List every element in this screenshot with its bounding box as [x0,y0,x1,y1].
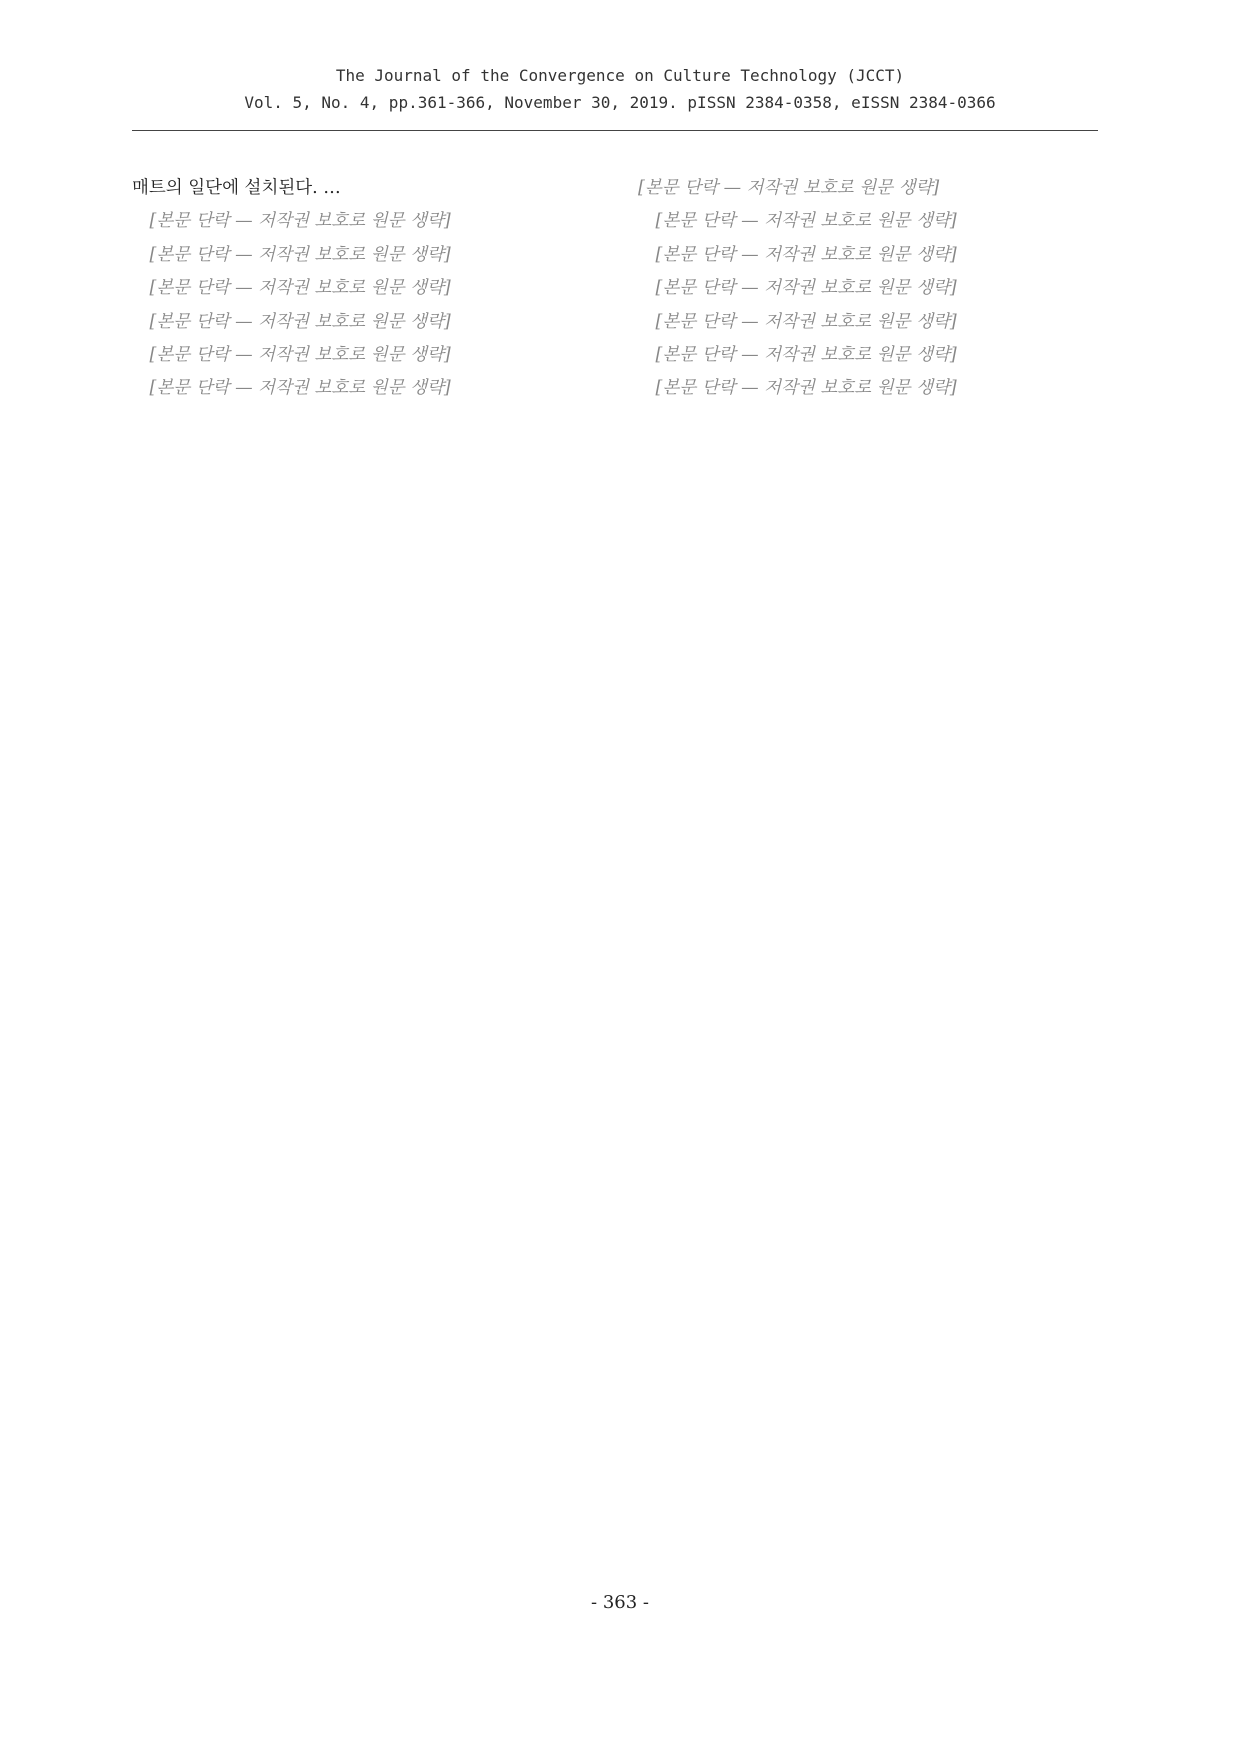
paragraph: [본문 단락 — 저작권 보호로 원문 생략] [655,278,957,299]
header-rule [132,130,1098,131]
paragraph: [본문 단락 — 저작권 보호로 원문 생략] [638,178,940,198]
right-column [638,172,1102,1612]
paragraph: 매트의 일단에 설치된다. … [132,178,341,198]
paragraph: [본문 단락 — 저작권 보호로 원문 생략] [655,378,957,399]
journal-header [0,62,1240,116]
paragraph: [본문 단락 — 저작권 보호로 원문 생략] [149,244,451,265]
journal-title: The Journal of the Convergence on Culture Technology (JCCT) [335,66,905,85]
left-column [132,172,596,1612]
paragraph: [본문 단락 — 저작권 보호로 원문 생략] [149,378,451,399]
paragraph: [본문 단락 — 저작권 보호로 원문 생략] [149,311,451,332]
page-number: - 363 - [591,1592,649,1613]
paragraph: [본문 단락 — 저작권 보호로 원문 생략] [655,311,957,332]
paragraph: [본문 단락 — 저작권 보호로 원문 생략] [149,345,451,366]
paragraph: [본문 단락 — 저작권 보호로 원문 생략] [149,278,451,299]
paragraph: [본문 단락 — 저작권 보호로 원문 생략] [149,211,451,232]
journal-citation: Vol. 5, No. 4, pp.361-366, November 30, 2019. pISSN 2384-0358, eISSN 2384-0366 [244,93,996,112]
paragraph: [본문 단락 — 저작권 보호로 원문 생략] [655,345,957,366]
paragraph: [본문 단락 — 저작권 보호로 원문 생략] [655,211,957,232]
paragraph: [본문 단락 — 저작권 보호로 원문 생략] [655,244,957,265]
